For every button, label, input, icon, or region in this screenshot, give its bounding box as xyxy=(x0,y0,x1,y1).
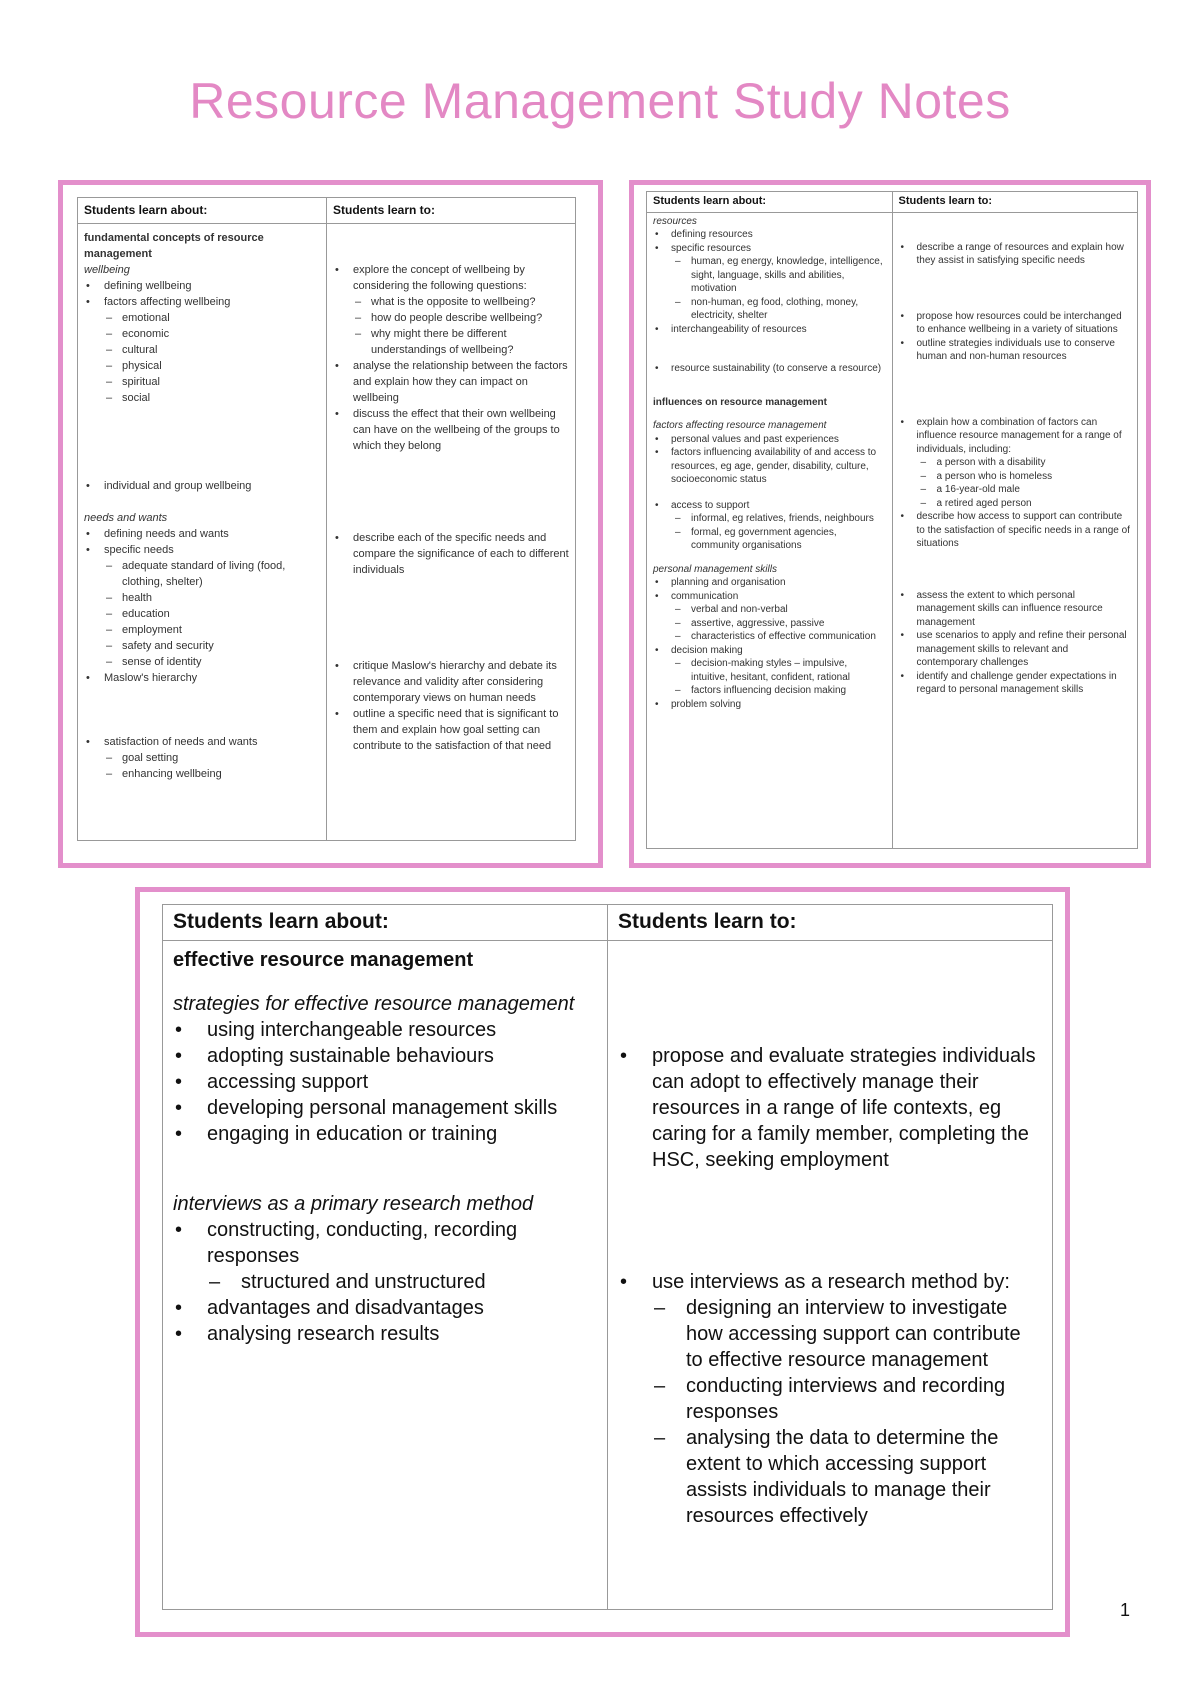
sub-item: – spiritual xyxy=(104,374,320,390)
sub-item: – social xyxy=(104,390,320,406)
list-item: • developing personal management skills xyxy=(173,1095,597,1121)
column-header-learn-about: Students learn about: xyxy=(647,192,893,213)
learn-to-cell xyxy=(608,941,1053,1610)
list-item: • resource sustainability (to conserve a resource) xyxy=(653,362,886,376)
list-item: • identify and challenge gender expectations in regard to personal management skills xyxy=(899,670,1132,697)
sub-item: – a person who is homeless xyxy=(917,470,1132,484)
syllabus-table-3 xyxy=(162,904,1053,1610)
list-item: • discuss the effect that their own wellbeing can have on the wellbeing of the groups to which they belong xyxy=(333,406,569,454)
sub-item: – cultural xyxy=(104,342,320,358)
column-header-learn-about: Students learn about: xyxy=(78,198,327,224)
syllabus-table-1 xyxy=(77,197,576,841)
sub-item: – employment xyxy=(104,622,320,638)
list-item: • access to support – informal, eg relatives, friends, neighbours – formal, eg government agencies, community organisations xyxy=(653,499,886,553)
list-item: • use interviews as a research method by: – designing an interview to investigate how accessing support can contribute to effective resource management – conducting interviews and recording responses – analysing the data to determine the extent to which accessing support assists individuals to manage their resources effectively xyxy=(618,1269,1042,1529)
list-item: • satisfaction of needs and wants – goal setting – enhancing wellbeing xyxy=(84,734,320,782)
list-item: • defining needs and wants xyxy=(84,526,320,542)
sub-item: – characteristics of effective communication xyxy=(671,630,886,644)
syllabus-table-2 xyxy=(646,191,1138,849)
list-item: • accessing support xyxy=(173,1069,597,1095)
list-item: • problem solving xyxy=(653,698,886,712)
list-item: • specific resources – human, eg energy, knowledge, intelligence, sight, language, skills and abilities, motivation – non-human, eg food, clothing, money, electricity, shelter xyxy=(653,242,886,323)
list-item: • describe each of the specific needs and compare the significance of each to different individuals xyxy=(333,530,569,578)
sub-item: – verbal and non-verbal xyxy=(671,603,886,617)
sub-item: – conducting interviews and recording responses xyxy=(618,1373,1042,1425)
topic-label: personal management skills xyxy=(653,563,777,575)
topic-label: interviews as a primary research method xyxy=(173,1193,534,1215)
learn-to-cell xyxy=(892,212,1138,849)
list-item: • outline strategies individuals use to conserve human and non-human resources xyxy=(899,337,1132,364)
topic-label: resources xyxy=(653,215,697,227)
list-item: • decision making – decision-making styles – impulsive, intuitive, hesitant, confident, rational – factors influencing decision making xyxy=(653,644,886,698)
column-header-learn-to: Students learn to: xyxy=(327,198,576,224)
column-header-learn-to: Students learn to: xyxy=(892,192,1138,213)
sub-item: – safety and security xyxy=(104,638,320,654)
list-item: • explore the concept of wellbeing by considering the following questions: – what is the opposite to wellbeing? – how do people describe wellbeing? – why might there be different understandings of wellbeing? xyxy=(333,262,569,358)
list-item: • advantages and disadvantages xyxy=(173,1295,597,1321)
list-item: • analyse the relationship between the factors and explain how they can impact on wellbeing xyxy=(333,358,569,406)
list-item: • engaging in education or training xyxy=(173,1121,597,1147)
topic-label: strategies for effective resource management xyxy=(173,993,575,1015)
list-item: • critique Maslow's hierarchy and debate its relevance and validity after considering contemporary views on human needs xyxy=(333,658,569,706)
sub-item: – what is the opposite to wellbeing? xyxy=(353,294,569,310)
list-item: • adopting sustainable behaviours xyxy=(173,1043,597,1069)
notes-frame-effective-management xyxy=(135,887,1070,1637)
sub-item: – analysing the data to determine the extent to which accessing support assists individuals to manage their resources effectively xyxy=(618,1425,1042,1529)
learn-about-cell xyxy=(78,224,327,841)
list-item: • propose and evaluate strategies individuals can adopt to effectively manage their resources in a range of life contexts, eg caring for a family member, completing the HSC, seeking employment xyxy=(618,1043,1042,1173)
learn-about-cell xyxy=(647,212,893,849)
list-item: • explain how a combination of factors can influence resource management for a range of individuals, including: – a person with a disability – a person who is homeless – a 16-year-old male – a retired aged person xyxy=(899,416,1132,511)
topic-label: needs and wants xyxy=(84,512,168,524)
sub-item: – economic xyxy=(104,326,320,342)
list-item: • factors influencing availability of and access to resources, eg age, gender, disability, culture, socioeconomic status xyxy=(653,446,886,487)
learn-about-cell xyxy=(163,941,608,1610)
list-item: • specific needs – adequate standard of living (food, clothing, shelter) – health – education – employment – safety and security – sense of identity xyxy=(84,542,320,670)
sub-item: – decision-making styles – impulsive, intuitive, hesitant, confident, rational xyxy=(671,657,886,684)
sub-item: – formal, eg government agencies, community organisations xyxy=(671,526,886,553)
sub-item: – assertive, aggressive, passive xyxy=(671,617,886,631)
list-item: • communication – verbal and non-verbal – assertive, aggressive, passive – characteristics of effective communication xyxy=(653,590,886,644)
sub-item: – human, eg energy, knowledge, intelligence, sight, language, skills and abilities, motivation xyxy=(671,255,886,296)
sub-item: – health xyxy=(104,590,320,606)
list-item: • outline a specific need that is significant to them and explain how goal setting can contribute to the satisfaction of that need xyxy=(333,706,569,754)
learn-to-cell xyxy=(327,224,576,841)
section-heading: fundamental concepts of resource management xyxy=(84,232,264,260)
sub-item: – goal setting xyxy=(104,750,320,766)
list-item: • assess the extent to which personal management skills can influence resource management xyxy=(899,589,1132,630)
list-item: • analysing research results xyxy=(173,1321,597,1347)
sub-item: – enhancing wellbeing xyxy=(104,766,320,782)
sub-item: – a person with a disability xyxy=(917,456,1132,470)
list-item: • defining wellbeing xyxy=(84,278,320,294)
sub-item: – designing an interview to investigate how accessing support can contribute to effective resource management xyxy=(618,1295,1042,1373)
sub-item: – why might there be different understandings of wellbeing? xyxy=(353,326,569,358)
sub-item: – how do people describe wellbeing? xyxy=(353,310,569,326)
list-item: • individual and group wellbeing xyxy=(84,478,320,494)
page-number: 1 xyxy=(1120,1600,1131,1620)
list-item: • factors affecting wellbeing – emotional – economic – cultural – physical – spiritual – social xyxy=(84,294,320,406)
column-header-learn-about: Students learn about: xyxy=(163,905,608,941)
section-heading: effective resource management xyxy=(173,949,474,971)
sub-item: – factors influencing decision making xyxy=(671,684,886,698)
sub-item: – structured and unstructured xyxy=(173,1269,597,1295)
list-item: • use scenarios to apply and refine their personal management skills to relevant and contemporary challenges xyxy=(899,629,1132,670)
sub-item: – emotional xyxy=(104,310,320,326)
list-item: • planning and organisation xyxy=(653,576,886,590)
list-item: • describe a range of resources and explain how they assist in satisfying specific needs xyxy=(899,241,1132,268)
column-header-learn-to: Students learn to: xyxy=(608,905,1053,941)
list-item: • constructing, conducting, recording responses – structured and unstructured xyxy=(173,1217,597,1295)
list-item: • Maslow's hierarchy xyxy=(84,670,320,686)
list-item: • interchangeability of resources xyxy=(653,323,886,337)
list-item: • using interchangeable resources xyxy=(173,1017,597,1043)
sub-item: – physical xyxy=(104,358,320,374)
page-title: Resource Management Study Notes xyxy=(189,73,1011,129)
notes-frame-wellbeing xyxy=(58,180,603,868)
sub-item: – non-human, eg food, clothing, money, electricity, shelter xyxy=(671,296,886,323)
sub-item: – a 16-year-old male xyxy=(917,483,1132,497)
section-heading: influences on resource management xyxy=(653,396,827,408)
sub-item: – education xyxy=(104,606,320,622)
list-item: • propose how resources could be interchanged to enhance wellbeing in a variety of situations xyxy=(899,310,1132,337)
topic-label: factors affecting resource management xyxy=(653,420,827,431)
sub-item: – a retired aged person xyxy=(917,497,1132,511)
list-item: • personal values and past experiences xyxy=(653,433,886,447)
list-item: • describe how access to support can contribute to the satisfaction of specific needs in a range of situations xyxy=(899,510,1132,551)
notes-frame-resources xyxy=(629,180,1151,868)
list-item: • defining resources xyxy=(653,228,886,242)
sub-item: – adequate standard of living (food, clothing, shelter) xyxy=(104,558,320,590)
sub-item: – informal, eg relatives, friends, neighbours xyxy=(671,512,886,526)
topic-label: wellbeing xyxy=(84,264,130,276)
sub-item: – sense of identity xyxy=(104,654,320,670)
